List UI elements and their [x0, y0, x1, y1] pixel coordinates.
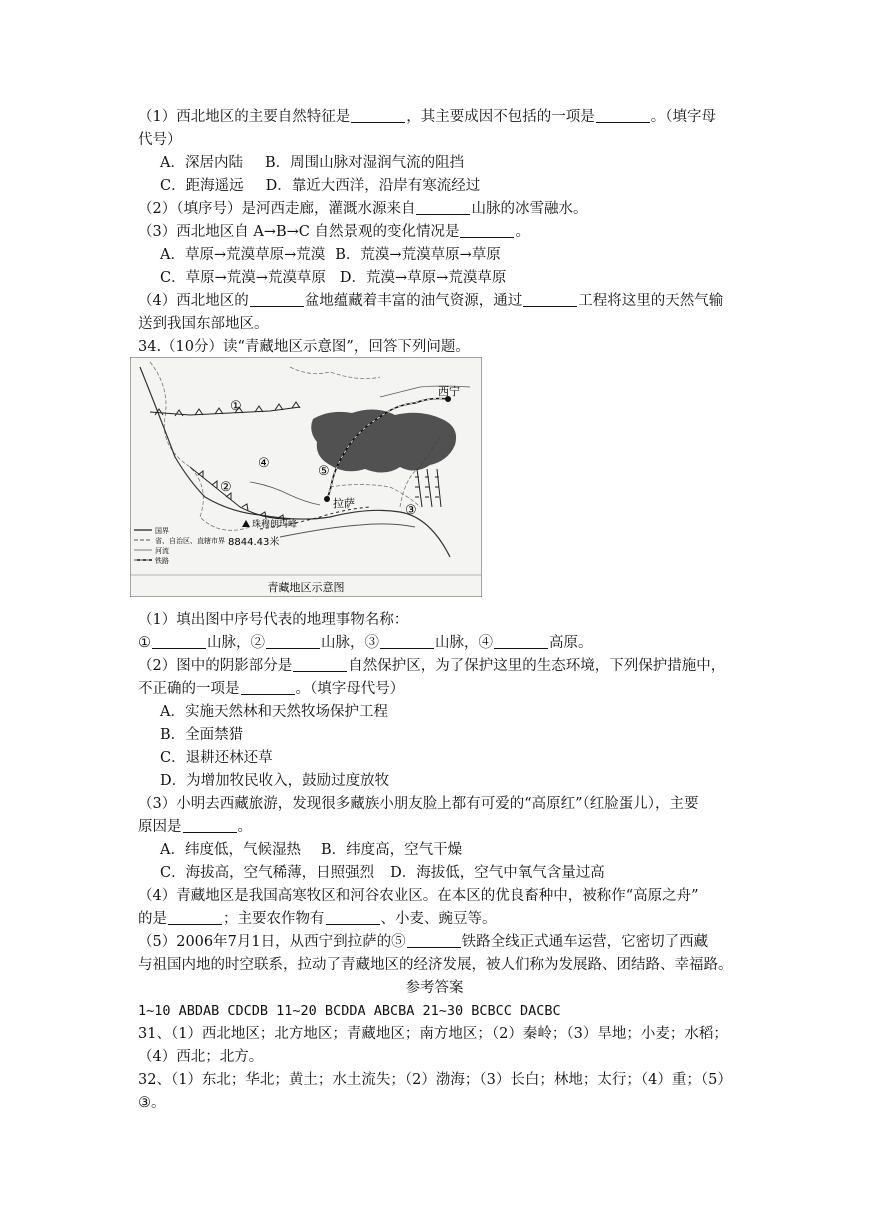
option-b: B．周围山脉对湿润气流的阻挡	[264, 155, 465, 171]
text: 山脉的冰雪融水。	[471, 201, 588, 217]
answer-blank	[523, 292, 577, 307]
answer-blank	[460, 223, 514, 238]
option-c: C．草原→荒漠→荒漠草原	[160, 270, 326, 286]
map-caption: 青藏地区示意图	[267, 581, 345, 594]
text: 山脉，④	[435, 635, 493, 651]
answer-blank	[250, 292, 304, 307]
answer-blank	[494, 634, 548, 649]
peak-height-label: 8844.43米	[228, 537, 280, 548]
text: 工程将这里的天然气输	[578, 293, 724, 309]
legend-province: 省、自治区、直辖市界	[155, 537, 225, 545]
q34-part2-option-b: B．全面禁猎	[160, 727, 244, 743]
q34-part1-title: （1）填出图中序号代表的地理事物名称：	[138, 612, 409, 628]
text: 自然保护区，为了保护这里的生态环境，下列保护措施中，	[348, 658, 726, 674]
text: （5）2006年7月1日，从西宁到拉萨的⑤	[138, 934, 406, 950]
q34-part5-line2: 与祖国内地的时空联系，拉动了青藏地区的经济发展，被人们称为发展路、团结路、幸福路。	[138, 957, 733, 973]
legend-rail: 铁路	[155, 557, 169, 565]
answer-blank	[596, 108, 650, 123]
q34-part2-line1	[138, 655, 725, 677]
answer-blank	[416, 200, 470, 215]
marker-5: ⑤	[318, 464, 330, 479]
answer-blank	[168, 910, 222, 925]
q33-part2	[138, 198, 587, 220]
text: 、小麦、豌豆等。	[380, 911, 497, 927]
q34-part2-option-a: A．实施天然林和天然牧场保护工程	[160, 704, 388, 720]
answer-blank	[351, 108, 405, 123]
marker-3: ③	[405, 503, 417, 518]
qingzang-region-map	[130, 357, 482, 597]
text: （4）西北地区的	[138, 293, 249, 309]
q34-title: 34.（10分）读“青藏地区示意图”，回答下列问题。	[138, 339, 470, 355]
option-d: D．海拔低，空气中氧气含量过高	[390, 865, 605, 881]
q33-part1-line1	[138, 106, 716, 128]
answers-32-line2: ③。	[138, 1095, 166, 1111]
text: ；主要农作物有	[223, 911, 325, 927]
text: （1）西北地区的主要自然特征是	[138, 109, 351, 125]
answers-multiple-choice: 1~10 ABDAB CDCDB 11~20 BCDDA ABCBA 21~30 BCBCC DACBC	[138, 1003, 561, 1019]
text: （2）（填序号）是河西走廊，灌溉水源来自	[138, 201, 416, 217]
text: 山脉，③	[321, 635, 379, 651]
answer-blank	[326, 910, 380, 925]
q34-part2-option-c: C．退耕还林还草	[160, 750, 273, 766]
answer-blank	[266, 634, 320, 649]
q34-part1-blanks	[138, 632, 593, 654]
q33-part4-line1	[138, 290, 723, 312]
q34-part4-line2	[138, 908, 497, 930]
option-d: D．荒漠→草原→荒漠草原	[339, 270, 507, 286]
text: （3）西北地区自 A→B→C 自然景观的变化情况是	[138, 224, 460, 240]
text: 。	[515, 224, 530, 240]
text: （2）图中的阴影部分是	[138, 658, 293, 674]
text: ①	[138, 635, 151, 651]
q33-part3	[138, 221, 530, 243]
answer-blank	[152, 634, 206, 649]
q34-part5-line1	[138, 931, 708, 953]
text: 高原。	[549, 635, 593, 651]
q33-options-cd	[160, 175, 480, 197]
answer-blank	[241, 680, 295, 695]
q33-options-ab	[160, 152, 464, 174]
option-d: D．靠近大西洋，沿岸有寒流经过	[265, 178, 481, 194]
q34-part2-option-d: D．为增加牧民收入，鼓励过度放牧	[160, 773, 390, 789]
city-lhasa-label: 拉萨	[333, 497, 355, 510]
answers-32-line1: 32、（1）东北；华北；黄土；水土流失；（2）渤海；（3）长白；林地；太行；（4）重；（5）	[138, 1072, 732, 1088]
q34-part3-options-ab	[160, 839, 462, 861]
option-a: A．纬度低，气候湿热	[160, 842, 301, 858]
option-c: C．距海遥远	[160, 178, 244, 194]
answer-blank	[380, 634, 434, 649]
legend-border: 国界	[155, 527, 169, 535]
q33-part1-line2: 代号）	[138, 132, 182, 148]
option-a: A．草原→荒漠草原→荒漠	[160, 247, 326, 263]
option-b: B．荒漠→荒漠草原→草原	[335, 247, 501, 263]
text: 。（填字母	[650, 109, 716, 125]
text: ，其主要成因不包括的一项是	[406, 109, 595, 125]
option-b: B．纬度高，空气干燥	[320, 842, 463, 858]
answers-title: 参考答案	[405, 980, 464, 996]
q33-part4-line2: 送到我国东部地区。	[138, 316, 269, 332]
q34-part3-options-cd	[160, 862, 605, 884]
marker-1: ①	[230, 399, 242, 414]
answer-blank	[293, 657, 347, 672]
text: 的是	[138, 911, 167, 927]
q34-part3-line1: （3）小明去西藏旅游，发现很多藏族小朋友脸上都有可爱的“高原红”（红脸蛋儿），主要	[138, 796, 699, 812]
q34-part4-line1: （4）青藏地区是我国高寒牧区和河谷农业区。在本区的优良畜种中，被称作“高原之舟”	[138, 888, 699, 904]
text: 原因是	[138, 819, 182, 835]
marker-4: ④	[258, 456, 270, 471]
option-c: C．海拔高，空气稀薄，日照强烈	[160, 865, 375, 881]
answer-blank	[183, 818, 237, 833]
answers-31-line2: （4）西北；北方。	[138, 1049, 264, 1065]
text: 。	[237, 819, 252, 835]
peak-label: 珠穆朗玛峰	[252, 520, 298, 530]
q33-part3-options-cd	[160, 267, 506, 289]
text: 盆地蕴藏着丰富的油气资源，通过	[304, 293, 523, 309]
option-a: A．深居内陆	[160, 155, 243, 171]
q33-part3-options-ab	[160, 244, 501, 266]
text: 铁路全线正式通车运营，它密切了西藏	[461, 934, 709, 950]
text: 山脉，②	[207, 635, 265, 651]
answers-31-line1: 31、（1）西北地区；北方地区；青藏地区；南方地区；（2）秦岭；（3）旱地；小麦；水稻；	[138, 1026, 728, 1042]
legend-river: 河流	[155, 547, 169, 555]
text: 不正确的一项是	[138, 681, 240, 697]
q34-part3-line2	[138, 816, 252, 838]
text: 。（填字母代号）	[295, 681, 405, 697]
q34-part2-line2	[138, 678, 404, 700]
answer-blank	[407, 933, 461, 948]
marker-2: ②	[220, 480, 232, 495]
city-xining-label: 西宁	[438, 385, 460, 398]
